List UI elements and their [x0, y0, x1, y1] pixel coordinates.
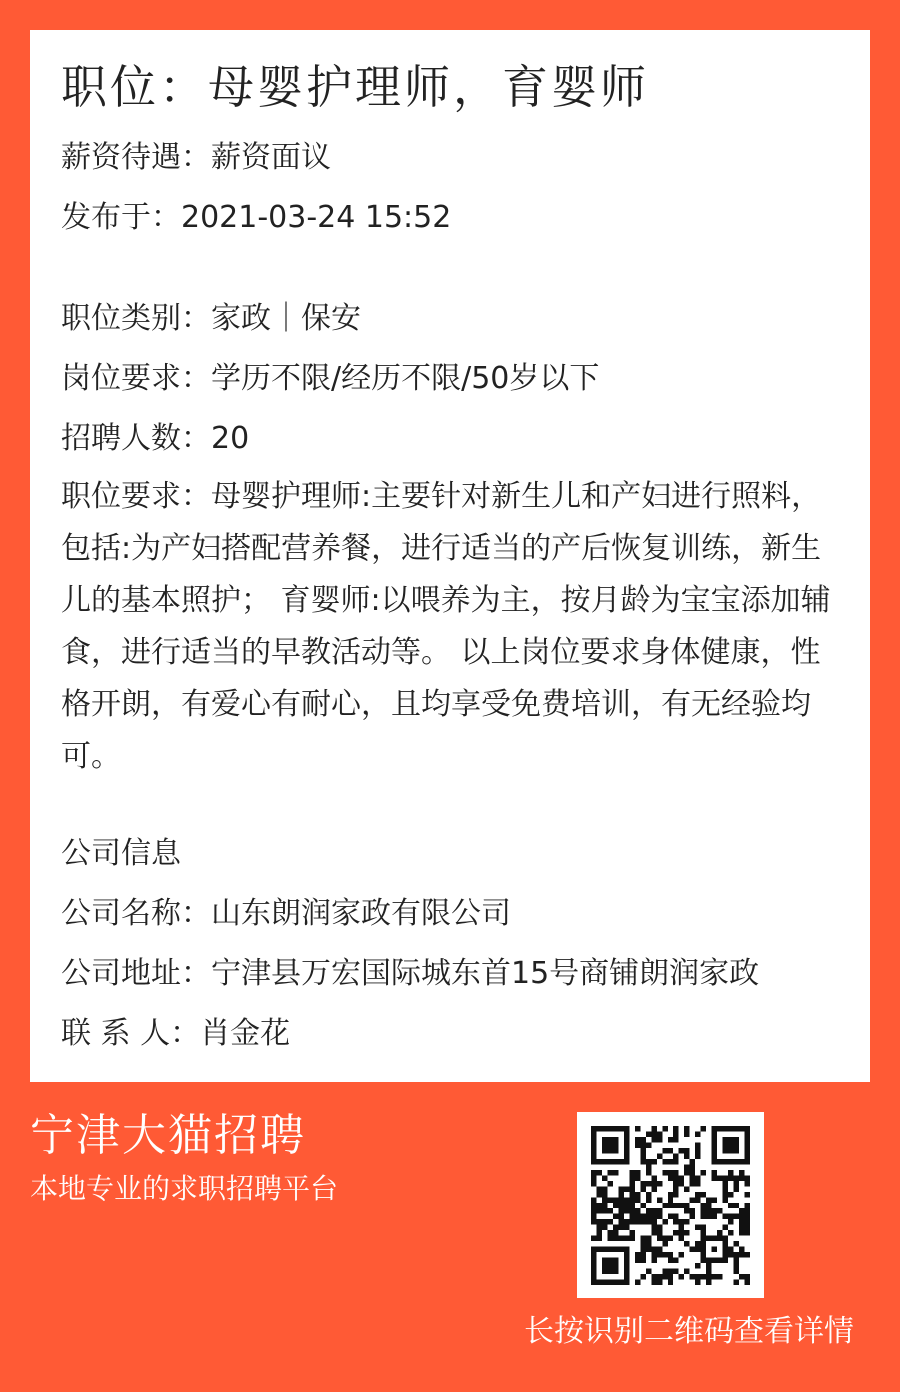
brand-slogan: 本地专业的求职招聘平台	[30, 1172, 339, 1205]
published-label: 发布于：	[61, 200, 181, 235]
job-card	[30, 30, 870, 1082]
company-address-row	[61, 944, 840, 1004]
company-name-row	[61, 884, 840, 944]
requirements-row	[61, 349, 840, 409]
spacer	[61, 248, 840, 289]
company-name-label: 公司名称：	[61, 896, 211, 931]
qr-caption: 长按识别二维码查看详情	[524, 1314, 854, 1349]
headcount-label: 招聘人数：	[61, 421, 211, 456]
company-section-title: 公司信息	[61, 836, 181, 871]
spacer	[61, 783, 840, 824]
company-address-label: 公司地址：	[61, 956, 211, 991]
headcount-value: 20	[211, 421, 250, 456]
qr-code[interactable]	[577, 1112, 764, 1298]
category-value: 家政｜保安	[211, 301, 361, 336]
job-title: 职位：母婴护理师，育婴师	[61, 60, 649, 114]
requirements-value: 学历不限/经历不限/50岁以下	[211, 361, 600, 396]
company-address-value: 宁津县万宏国际城东首15号商铺朗润家政	[211, 956, 760, 991]
published-row	[61, 188, 840, 248]
brand-name: 宁津大猫招聘	[30, 1110, 306, 1161]
salary-row	[61, 128, 840, 188]
description-value: 母婴护理师:主要针对新生儿和产妇进行照料，包括:为产妇搭配营养餐，进行适当的产后恢复训练，新生儿的基本照护； 育婴师:以喂养为主，按月龄为宝宝添加辅食，进行适当的早教活动等。 以上岗位要求身体健康，性格开朗，有爱心有耐心，且均享受免费培训，有无经验均可。	[61, 479, 831, 774]
qr-code-icon	[591, 1126, 750, 1285]
description-label: 职位要求：	[61, 479, 211, 514]
headcount-row	[61, 409, 840, 469]
salary-value: 薪资面议	[211, 140, 331, 175]
category-label: 职位类别：	[61, 301, 211, 336]
contact-value: 肖金花	[200, 1016, 291, 1051]
published-value: 2021-03-24 15:52	[181, 200, 452, 235]
brand-block	[30, 1108, 338, 1208]
description-block	[61, 471, 840, 783]
company-name-value: 山东朗润家政有限公司	[211, 896, 511, 931]
salary-label: 薪资待遇：	[61, 140, 211, 175]
requirements-label: 岗位要求：	[61, 361, 211, 396]
contact-label: 联 系 人：	[61, 1016, 201, 1051]
contact-row	[61, 1004, 840, 1064]
category-row	[61, 289, 840, 349]
